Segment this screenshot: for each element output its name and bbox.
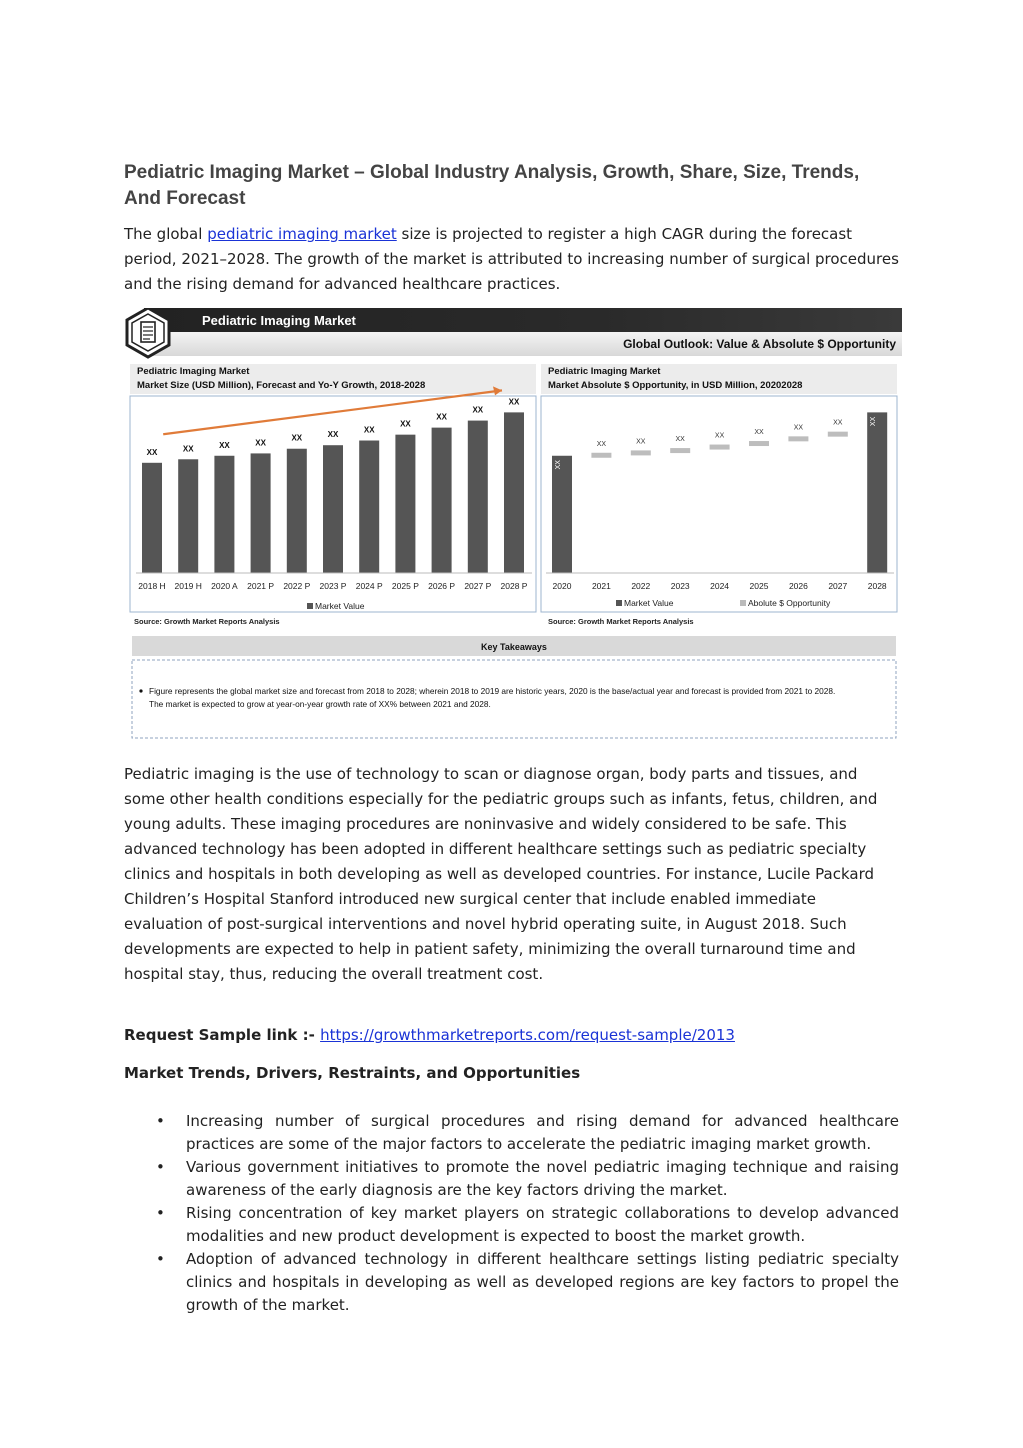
key-takeaways-label: Key Takeaways — [481, 642, 547, 652]
opportunity-segment-2027 — [828, 432, 848, 437]
legend-swatch-market-value-right — [616, 600, 622, 606]
bar-2027-P — [468, 421, 488, 573]
bar-2028-P — [504, 412, 524, 573]
tick-label: 2026 — [788, 581, 808, 591]
tick-label: 2018 H — [138, 581, 166, 591]
data-label: XX — [508, 397, 520, 407]
tick-label: 2027 — [828, 581, 848, 591]
intro-paragraph — [124, 222, 899, 297]
data-label: XX — [400, 419, 411, 429]
right-panel-title: Pediatric Imaging Market — [548, 366, 661, 377]
list-item: • Adoption of advanced technology in different healthcare settings listing pediatric specialty clinics and hospitals in developing as well as developed regions are key factors to propel the growth of the market. — [124, 1248, 899, 1317]
takeaway-bullet — [139, 689, 142, 692]
opportunity-segment-2021 — [591, 453, 611, 458]
data-label: XX — [793, 424, 804, 432]
intro-text-after: size is projected to register a high CAGR during the forecast period, 2021–2028. The growth of the market is attributed to increasing number of surgical procedures and the rising demand for advanced healthcare practices. — [124, 225, 899, 293]
tick-label: 2021 P — [247, 581, 275, 591]
pediatric-imaging-market-link[interactable]: pediatric imaging market — [207, 225, 397, 243]
request-sample-link[interactable]: https://growthmarketreports.com/request-sample/2013 — [320, 1026, 735, 1044]
list-item: • Rising concentration of key market players on strategic collaborations to develop advanced modalities and new product development is expected to boost the market growth. — [124, 1202, 899, 1248]
tick-label: 2019 H — [174, 581, 202, 591]
right-panel-subtitle: Market Absolute $ Opportunity, in USD Million, 20202028 — [548, 380, 803, 391]
bar-2018-H — [142, 463, 162, 573]
data-label: XX — [714, 432, 725, 440]
tick-label: 2022 P — [283, 581, 311, 591]
tick-label: 2028 — [867, 581, 887, 591]
legend-swatch-opportunity — [740, 600, 746, 606]
data-label: XX — [596, 440, 607, 448]
data-label: XX — [870, 416, 878, 427]
tick-label: 2020 A — [211, 581, 238, 591]
document-icon — [127, 308, 169, 357]
data-label: XX — [754, 429, 764, 437]
tick-label: 2024 P — [355, 581, 383, 591]
data-label: XX — [436, 412, 447, 422]
tick-label: 2023 — [670, 581, 690, 591]
data-label: XX — [219, 440, 230, 450]
body-paragraph: Pediatric imaging is the use of technology to scan or diagnose organ, body parts and tissues, and some other health conditions especially for the pediatric groups such as infants, fetus, children, and young adults. These imaging procedures are noninvasive and widely considered to be safe. This advanced technology has been adopted in different healthcare settings such as pediatric specialty clinics and hospitals in both developing as well as developed countries. For instance, Lucile Packard Children’s Hospital Stanford introduced new surgical center that include enabled immediate evaluation of post-surgical interventions and novel hybrid operating suite, in August 2018. Such developments are expected to help in patient safety, minimizing the overall turnaround time and hospital stay, thus, reducing the overall treatment cost. — [124, 765, 878, 983]
bar-2025-P — [395, 435, 415, 573]
source-right: Source: Growth Market Reports Analysis — [548, 617, 694, 626]
request-sample-line — [124, 1026, 735, 1044]
bar-2026-P — [432, 428, 452, 573]
bar-2023-P — [323, 445, 343, 573]
data-label: XX — [472, 405, 484, 415]
tick-label: 2025 — [749, 581, 769, 591]
left-panel-subtitle: Market Size (USD Million), Forecast and Yo-Y Growth, 2018-2028 — [137, 380, 426, 391]
tick-label: 2021 — [591, 581, 611, 591]
page-title: Pediatric Imaging Market – Global Industry Analysis, Growth, Share, Size, Trends, And Forecast — [124, 162, 860, 209]
data-label: XX — [363, 425, 375, 435]
header-subtitle: Global Outlook: Value & Absolute $ Opportunity — [623, 337, 896, 351]
header-title: Pediatric Imaging Market — [202, 313, 356, 328]
opportunity-segment-2022 — [631, 450, 651, 455]
data-label: XX — [833, 419, 843, 427]
tick-label: 2026 P — [428, 581, 456, 591]
tick-label: 2023 P — [319, 581, 347, 591]
data-label: XX — [255, 438, 266, 448]
request-sample-label: Request Sample link :- — [124, 1026, 321, 1044]
tick-label: 2024 — [710, 581, 730, 591]
legend-label-market-value-right: Market Value — [624, 598, 674, 608]
list-item: • Increasing number of surgical procedures and rising demand for advanced healthcare practices are some of the major factors to accelerate the pediatric imaging market growth. — [124, 1110, 899, 1156]
bar-2019-H — [178, 459, 198, 573]
takeaway-line-1: Figure represents the global market size and forecast from 2018 to 2028; wherein 2018 to 2019 are historic years, 2020 is the base/actual year and forecast is provided from 2021 to 2028. — [149, 686, 836, 696]
list-item: • Various government initiatives to promote the novel pediatric imaging technique and raising awareness of the early diagnosis are the key factors driving the market. — [124, 1156, 899, 1202]
legend-label-market-value: Market Value — [315, 601, 365, 611]
tick-label: 2025 P — [391, 581, 419, 591]
data-label: XX — [182, 444, 194, 454]
bar-2020-A — [214, 456, 234, 573]
source-left: Source: Growth Market Reports Analysis — [134, 617, 280, 626]
tick-label: 2027 P — [464, 581, 492, 591]
tick-label: 2028 P — [500, 581, 528, 591]
intro-text-before: The global — [124, 225, 208, 243]
data-label: XX — [636, 438, 646, 446]
opportunity-segment-2026 — [788, 436, 808, 441]
bar-2024-P — [359, 441, 379, 573]
right-chart-frame — [541, 396, 897, 612]
legend-label-opportunity: Abolute $ Opportunity — [748, 598, 831, 608]
data-label: XX — [291, 433, 303, 443]
takeaway-line-2: The market is expected to grow at year-on-year growth rate of XX% between 2021 and 2028. — [149, 699, 491, 709]
data-label: XX — [327, 430, 339, 440]
data-label: XX — [146, 447, 158, 457]
legend-swatch-market-value — [307, 603, 313, 609]
opportunity-segment-2024 — [710, 445, 730, 450]
left-panel-title: Pediatric Imaging Market — [137, 366, 250, 377]
section-heading: Market Trends, Drivers, Restraints, and Opportunities — [124, 1064, 581, 1082]
opportunity-segment-2023 — [670, 448, 690, 453]
data-label: XX — [555, 460, 562, 470]
bar-2028 — [867, 412, 887, 573]
market-infographic — [124, 308, 902, 742]
trends-list — [124, 1110, 899, 1317]
bar-2020 — [552, 456, 572, 573]
bar-2021-P — [251, 453, 271, 573]
bar-2022-P — [287, 449, 307, 573]
data-label: XX — [675, 436, 685, 444]
opportunity-segment-2025 — [749, 441, 769, 446]
tick-label: 2022 — [631, 581, 651, 591]
tick-label: 2020 — [552, 581, 572, 591]
